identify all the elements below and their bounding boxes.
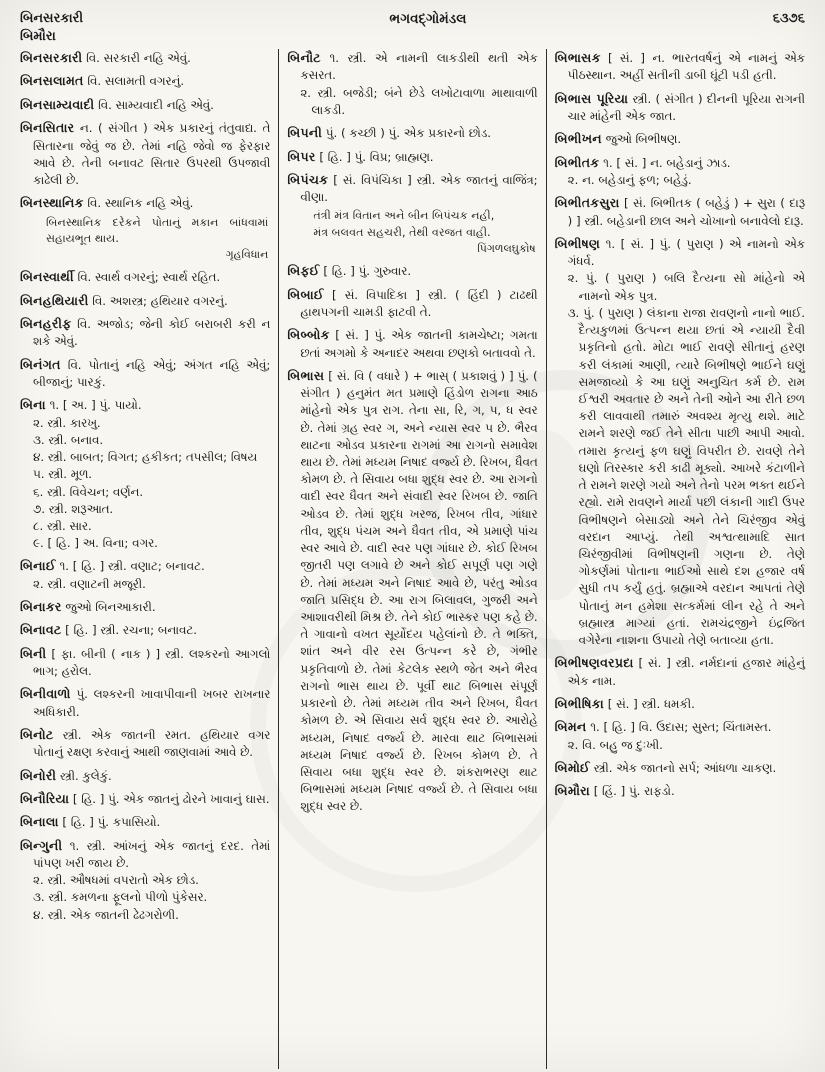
page-header	[12, 8, 813, 45]
headword: બિનાકર	[20, 599, 62, 615]
dictionary-entry	[555, 90, 805, 126]
dictionary-entry	[20, 813, 270, 831]
running-head-last-word: બિમૌરા	[20, 28, 56, 44]
entry-lead: બિભીષણવરપ્રદા [ સં. ] સ્ત્રી. નર્મદાનાં હજાર માંહેનું એક નામ.	[554, 655, 805, 688]
entry-lead: બિપંચક [ સં. વિપંચિકા ] સ્ત્રી. એક જાતનું વાજિંત્ર; વીણા.	[287, 171, 538, 205]
headword: બિભાસ પૂરિયા	[554, 90, 629, 106]
headword: બિભીતકસુરા	[554, 195, 620, 211]
entry-sense: ૬. સ્ત્રી. વિવેચન; વર્ણન.	[33, 484, 144, 499]
entry-lead: બિભીષણ ૧. [ સં. ] પું. ( પુરાણ ) એ નામનો એક ગંધર્વ.	[554, 235, 805, 269]
entry-sense: ૨. સ્ત્રી. વણાટની મજૂરી.	[33, 576, 146, 591]
entry-lead: બિબ્બોક [ સં. ] પું. એક જાતની કામચેષ્ટા; ગમતા છતાં અગમો કે અનાદર અથવા છણકો બતાવવો તે.	[287, 327, 538, 360]
headword: બિની	[20, 645, 47, 661]
entry-lead: બિનાકર જુઓ બિનઆકારી.	[20, 599, 156, 615]
dictionary-entry	[20, 292, 270, 310]
entry-lead: બિમોઈ સ્ત્રી. એક જાતનો સર્પ; આંધળા ચાકણ.	[554, 759, 777, 775]
entry-lead: બિની [ ફા. બીની ( નાક ) ] સ્ત્રી. લશ્કરનો આગલો ભાગ; હરોલ.	[20, 645, 271, 679]
headword: બિનાઈ	[20, 558, 56, 574]
entry-lead: બિભાસક [ સં. ] ન. ભારતવર્ષનું એ નામનું એક પીઠસ્થાન. અહીં સતીની ડાબી ઘૂંટી પડી હતી.	[554, 50, 805, 83]
entry-sense: ૭. સ્ત્રી. શરૂઆત.	[33, 501, 114, 516]
entry-sense: ૨. સ્ત્રી. બજેડી; બંને છેડે લખોટાવાળા માથાવાળી લાકડી.	[300, 85, 538, 117]
headword: બિન્ગુની	[20, 837, 63, 853]
headword: બિફઈ	[287, 263, 320, 279]
dictionary-entry	[20, 621, 270, 639]
dictionary-entry	[20, 315, 270, 351]
entry-lead: બિનસામ્યવાદી વિ. સામ્યવાદી નહિ એવું.	[20, 96, 214, 112]
entry-sense: ૪. સ્ત્રી. બાબત; વિગત; હકીકત; તપસીલ; વિષય	[33, 450, 258, 465]
headword: બિનહરીફ	[20, 316, 72, 332]
citation-quote	[287, 208, 537, 257]
headword: બિભીષિકા	[554, 695, 604, 711]
entry-lead: બિનસ્થાનિક વિ. સ્થાનિક નહિ એવું.	[20, 195, 194, 211]
headword: બિનસ્થાનિક	[20, 195, 84, 211]
entry-lead: બિન્ગુની ૧. સ્ત્રી. આંખનું એક જાતનું દરદ. તેમાં પાંપણ ખરી જાય છે.	[20, 837, 271, 871]
headword: બિપની	[287, 125, 323, 141]
headword: બિનોરી	[20, 767, 57, 783]
dictionary-entry	[20, 726, 270, 762]
entry-sense: ૩. પું. ( પુરાણ ) લંકાના રાજા રાવણનો નાનો ભાઈ. દૈત્યકુળમાં ઉત્પન્ન થયા છતાં એ ન્યાયી દૈવી પ્રકૃતિનો હતો. મોટા ભાઈ રાવણે સીતાનું હરણ કરી લંકામાં આણી, ત્યારે બિભીષણે ભાઈને ઘણું સમજાવ્યો કે આ ઘણું અનુચિત કર્મ છે. રામ ઈશ્વરી અવતાર છે અને તેની ઓને આ રીતે છળ કરી લાવવાથી તમારું અવશ્ય મૃત્યુ થશે. માટે રામને શરણે જઈ તેને સીતા પાછી આપી આવો. તમારા કૃત્યનું ફળ ઘણું વિપરીત છે. રાવણે તેને ઘણો તિરસ્કાર કરી કાઢી મૂક્યો. આખરે કંટાળીને તે રામને શરણે ગયો અને તેનો પરમ ભક્ત થઈને રહ્યો. રામે રાવણને માર્યા પછી લંકાની ગાદી ઉપર વિભીષણને બેસાડ્યો અને તેને ચિરંજીવ એવું વરદાન આપ્યું. તેથી અશ્વત્થામાદિ સાત ચિરંજીવીમાં વિભીષણની ગણના છે. તેણે ગોકર્ણમાં પોતાના ભાઈઓ સાથે દશ હજાર વર્ષ સુધી તપ કર્યું હતું. બ્રહ્માએ વરદાન આપતાં તેણે પોતાનું મન હમેશા સત્કર્મમાં લીન રહે તે અને બ્રહ્માસ્ત્ર માગ્યાં હતાં. રામચંદ્રજીને ઇંદ્રજિત વગેરેના નાશના ઉપાયો તેણે બતાવ્યા હતા.	[567, 305, 805, 648]
headword: બિનસલામત	[20, 73, 84, 89]
running-head-first-word: બિનસરકારી	[20, 11, 84, 26]
entry-sense: ૨. ન. બહેડાનું ફળ; બહેડું.	[567, 173, 692, 188]
dictionary-entry	[20, 268, 270, 286]
page-number: ૬૩૭૬	[772, 11, 805, 26]
entry-sense: ૩. સ્ત્રી. બનાવ.	[33, 432, 104, 447]
quote-source: પિંગળલઘુકોષ	[477, 242, 536, 256]
headword: બિબ્બોક	[287, 327, 330, 343]
entry-lead: બિભાસ પૂરિયા સ્ત્રી. ( સંગીત ) દીનની પૂરિયા રાગની ચાર માંહેની એક જાત.	[554, 90, 805, 124]
dictionary-entry	[20, 356, 270, 392]
column-3	[546, 49, 813, 1069]
entry-lead: બિપર [ હિ. ] પું. વિપ્ર; બ્રાહ્મણ.	[287, 148, 434, 164]
quote-source: ગૃહવિધાન	[225, 248, 269, 262]
dictionary-entry	[555, 130, 805, 148]
dictionary-entry	[20, 396, 270, 552]
headword: બિનીવાળો	[20, 686, 71, 702]
dictionary-entry	[20, 194, 270, 263]
dictionary-entry	[20, 119, 270, 189]
headword: બિનૌરિયા	[20, 790, 70, 806]
entry-lead: બિનસ્વાર્થી વિ. સ્વાર્થ વગરનું; સ્વાર્થ રહિત.	[20, 269, 221, 285]
entry-sense: ૩. સ્ત્રી. કમળના ફૂલનો પીળો પુંકેસર.	[33, 890, 208, 905]
dictionary-entry	[287, 49, 537, 119]
entry-lead: બિનોરી સ્ત્રી. કુલેકું.	[20, 767, 112, 783]
dictionary-entry	[20, 767, 270, 785]
headword: બિનસામ્યવાદી	[20, 96, 95, 112]
dictionary-entry	[20, 837, 270, 924]
dictionary-entry	[555, 718, 805, 754]
headword: બિનહથિયારી	[20, 292, 89, 308]
entry-lead: બિફઈ [ હિ. ] પું. ગુરુવાર.	[287, 263, 412, 279]
entry-lead: બિનાવટ [ હિ. ] સ્ત્રી. રચના; બનાવટ.	[20, 622, 197, 638]
entry-lead: બિનાઈ ૧. [ હિ. ] સ્ત્રી. વણાટ; બનાવટ.	[20, 558, 205, 574]
entry-lead: બિનોટ સ્ત્રી. એક જાતની રમત. હથિયાર વગર પોતાનું રક્ષણ કરવાનું આથી જાણવામાં આવે છે.	[20, 726, 271, 760]
dictionary-entry	[287, 262, 537, 280]
headword: બિનાવટ	[20, 622, 62, 638]
entry-sense: ૨. વિ. બહુ જ દુઃખી.	[567, 737, 663, 752]
running-head-left	[20, 10, 83, 45]
entry-lead: બિનસરકારી વિ. સરકારી નહિ એવું.	[20, 50, 191, 66]
entry-lead: બિનીવાળો પું. લશ્કરની ખાવાપીવાની ખબર રાખનાર અધિકારી.	[20, 686, 271, 719]
dictionary-entry	[20, 645, 270, 681]
column-2	[278, 49, 545, 1069]
quote-line: બિનસ્થાનિક દરેકને પોતાનું મકાન બાંધવામાં સહાયભૂત થાય.	[46, 215, 269, 245]
dictionary-entry	[20, 790, 270, 808]
dictionary-entry	[555, 154, 805, 190]
entry-sense: ૪. સ્ત્રી. એક જાતની ઢેઢગરોળી.	[33, 907, 179, 922]
entry-lead: બિનહથિયારી વિ. અશસ્ત્ર; હથિયાર વગરનું.	[20, 292, 228, 308]
headword: બિનસિતાર	[20, 120, 75, 136]
entry-sense: ૫. સ્ત્રી. મૂળ.	[33, 467, 93, 482]
dictionary-entry	[20, 49, 270, 67]
entry-lead: બિનસિતાર ન. ( સંગીત ) એક પ્રકારનું તંતુવાદ્ય. તે સિતારના જેવું જ છે. તેમાં નહિ જેવો જ ફેરફાર આવે છે. તેની બનાવટ સિતાર ઉપરથી ઉપજાવી કાઢેલી છે.	[20, 120, 271, 188]
headword: બિભાસક	[554, 50, 601, 66]
entry-lead: બિભીષિકા [ સં. ] સ્ત્રી. ધમકી.	[554, 695, 695, 711]
entry-lead: બિભીતક ૧. [ સં. ] ન. બહેડાનું ઝાડ.	[554, 154, 731, 170]
entry-lead: બિનૌરિયા [ હિ. ] પું. એક જાતનું ઢોરને ખાવાનું ઘાસ.	[20, 790, 270, 806]
dictionary-entry	[20, 72, 270, 90]
entry-lead: બિભીખન જુઓ બિભીષણ.	[554, 131, 682, 147]
dictionary-entry	[20, 598, 270, 616]
headword: બિભીખન	[554, 131, 602, 147]
quote-line: તંત્રી મંત્ર વિતાન અને બીન બિપંચક નહી,	[313, 209, 495, 223]
entry-lead: બિમૌરા [ હિં. ] પું. રાફડો.	[554, 783, 675, 799]
headword: બિભીતક	[554, 154, 600, 170]
headword: બિના	[20, 397, 46, 413]
headword: બિભાસ	[287, 367, 325, 383]
entry-lead: બિનૌટ ૧. સ્ત્રી. એ નામની લાકડીથી થતી એક કસરત.	[287, 50, 538, 83]
headword: બિપંચક	[287, 171, 329, 187]
dictionary-entry	[555, 782, 805, 800]
entry-lead: બિમન ૧. [ હિ. ] વિ. ઉદાસ; સુસ્ત; ચિંતામસ્ત.	[554, 719, 772, 735]
entry-lead: બિનસલામત વિ. સલામતી વગરનું.	[20, 73, 185, 89]
headword: બિમન	[554, 719, 587, 735]
headword: બિનસ્વાર્થી	[20, 269, 74, 285]
headword: બિનંગત	[20, 356, 61, 372]
headword: બિમૌરા	[554, 783, 590, 799]
headword: બિમોઈ	[554, 759, 590, 775]
dictionary-entry	[555, 194, 805, 230]
entry-sense: ૨. સ્ત્રી. ઔષધમાં વપરાતો એક છોડ.	[33, 873, 199, 888]
dictionary-entry	[287, 124, 537, 142]
headword: બિભીષણવરપ્રદા	[554, 655, 634, 671]
entry-sense: ૮. સ્ત્રી. સાર.	[33, 518, 92, 533]
text-columns	[12, 49, 813, 1069]
headword: બિનસરકારી	[20, 50, 83, 66]
entry-lead: બિભીતકસુરા [ સં. બિભીતક ( બહેડું ) + સુરા ( દારૂ ) ] સ્ત્રી. બહેડાની છાલ અને ચોખાનો બનાવેલો દારૂ.	[554, 195, 805, 228]
dictionary-entry	[20, 96, 270, 114]
entry-lead: બિનંગત વિ. પોતાનું નહિ એવું; અંગત નહિ એવું; બીજાનું; પારકું.	[20, 356, 271, 390]
headword: બિપર	[287, 148, 316, 164]
dictionary-entry	[555, 759, 805, 777]
headword: બિભીષણ	[554, 235, 601, 251]
headword: બિનૌટ	[287, 50, 321, 66]
entry-sense: ૯. [ હિ. ] અ. વિના; વગર.	[33, 536, 158, 551]
entry-lead: બિબાઈ [ સં. વિપાદિકા ] સ્ત્રી. ( હિંદી ) ટાઢથી હાથપગની ચામડી ફાટવી તે.	[287, 286, 538, 319]
citation-quote	[20, 215, 270, 264]
entry-lead: બિનાલા [ હિ. ] પું. કપાસિયો.	[20, 814, 161, 830]
headword: બિનોટ	[20, 726, 54, 742]
dictionary-entry	[287, 326, 537, 362]
headword: બિનાલા	[20, 814, 59, 830]
entry-sense: ૨. પું. ( પુરાણ ) બલિ દૈત્યના સો માંહેનો એ નામનો એક પુત્ર.	[567, 271, 805, 303]
dictionary-entry	[287, 286, 537, 322]
dictionary-entry	[287, 148, 537, 166]
dictionary-entry	[555, 235, 805, 649]
dictionary-entry	[20, 685, 270, 721]
headword: બિબાઈ	[287, 286, 324, 302]
quote-line: મંત્ર બલવત સહચરી, તેથી વરજત વાહી.	[313, 225, 491, 239]
entry-lead: બિપની પું. ( કચ્છી ) પું. એક પ્રકારનો છોડ.	[287, 125, 491, 141]
book-title: ભગવદ્ગોમંડલ	[389, 11, 467, 27]
entry-lead: બિનહરીફ વિ. અજોડ; જેની કોઈ બરાબરી કરી ન શકે એવું.	[20, 316, 271, 349]
dictionary-entry	[20, 557, 270, 593]
dictionary-entry	[555, 654, 805, 690]
entry-lead: બિના ૧. [ અ. ] પું. પાયો.	[20, 397, 142, 413]
column-1	[12, 49, 278, 1069]
entry-sense: ૨. સ્ત્રી. કારખુ.	[33, 415, 101, 430]
dictionary-entry	[287, 171, 537, 257]
dictionary-entry	[287, 367, 537, 816]
entry-lead: બિભાસ [ સં. વિ ( વધારે ) + ભાસ્ ( પ્રકાશવું ) ] પું. ( સંગીત ) હનુમંત મત પ્રમાણે હિંડોળ રાગના આઠ માંહેનો એક પુત્ર રાગ. તેના સા, રિ, ગ, પ, ધ સ્વર છે. તેમાં ગ્રહ સ્વર ગ, અને ન્યાસ સ્વર પ છે. ભૈરવ થાટના ઓડવ પ્રકારના રાગમાં આ રાગનો સમાવેશ થાય છે. તેમાં મધ્યમ નિષાદ વર્જ્ય છે. રિખબ, ધૈવત કોમળ છે. તે સિવાય બધા શુદ્ધ સ્વર છે. આ રાગનો વાદી સ્વર ધૈવત અને સંવાદી સ્વર રિખબ છે. જાતિ ઓડવ છે. તેમાં શુદ્ધ ખરજ, રિખબ તીવ, ગાંધાર તીવ, શુદ્ધ પંચમ અને ધૈવત તીવ, એ પ્રમાણે પાંચ સ્વર આવે છે. વાદી સ્વર પણ ગાંધાર છે. કોઈ રિખબ જીતરી પણ લગાવે છે અને કોઈ સપૂર્ણ પણ ગણે છે. તેમાં મધ્યમ અને નિષાદ આવે છે, પરંતુ ઓડવ જાતિ પ્રસિદ્ધ છે. આ રાગ બિલાવલ, ગુજરી અને આશાવરીથી મિશ્ર છે. તેને કોઈ ભાસ્કર પણ કહે છે. તે ગાવાનો વખત સૂર્યોદય પહેલાંનો છે. તે ભક્તિ, શાંત અને વીર રસ ઉત્પન્ન કરે છે, ગંભીર પ્રકૃતિવાળો છે. તેમાં કેટલેક સ્થળે જેત અને ભૈરવ રાગનો ભાસ થાય છે. પૂર્વી થાટ બિભાસ સંપૂર્ણ પ્રકારનો છે. તેમાં મધ્યમ તીવ અને રિખબ, ધૈવત કોમળ છે. એ સિવાય સર્વ શુદ્ધ સ્વર છે. આરોહે મધ્યમ, નિષાદ વર્જ્ય છે. મારવા થાટ બિભાસમાં મધ્યમ નિષાદ વર્જ્ય છે. રિખબ કોમળ છે. તે સિવાય બધા શુદ્ધ સ્વર છે. શંકરાભરણ થાટ બિભાસમાં મધ્યમ નિષાદ વર્જ્ય છે. તે સિવાય બધા શુદ્ધ સ્વર છે.	[287, 367, 538, 814]
dictionary-entry	[555, 695, 805, 713]
dictionary-entry	[555, 49, 805, 85]
